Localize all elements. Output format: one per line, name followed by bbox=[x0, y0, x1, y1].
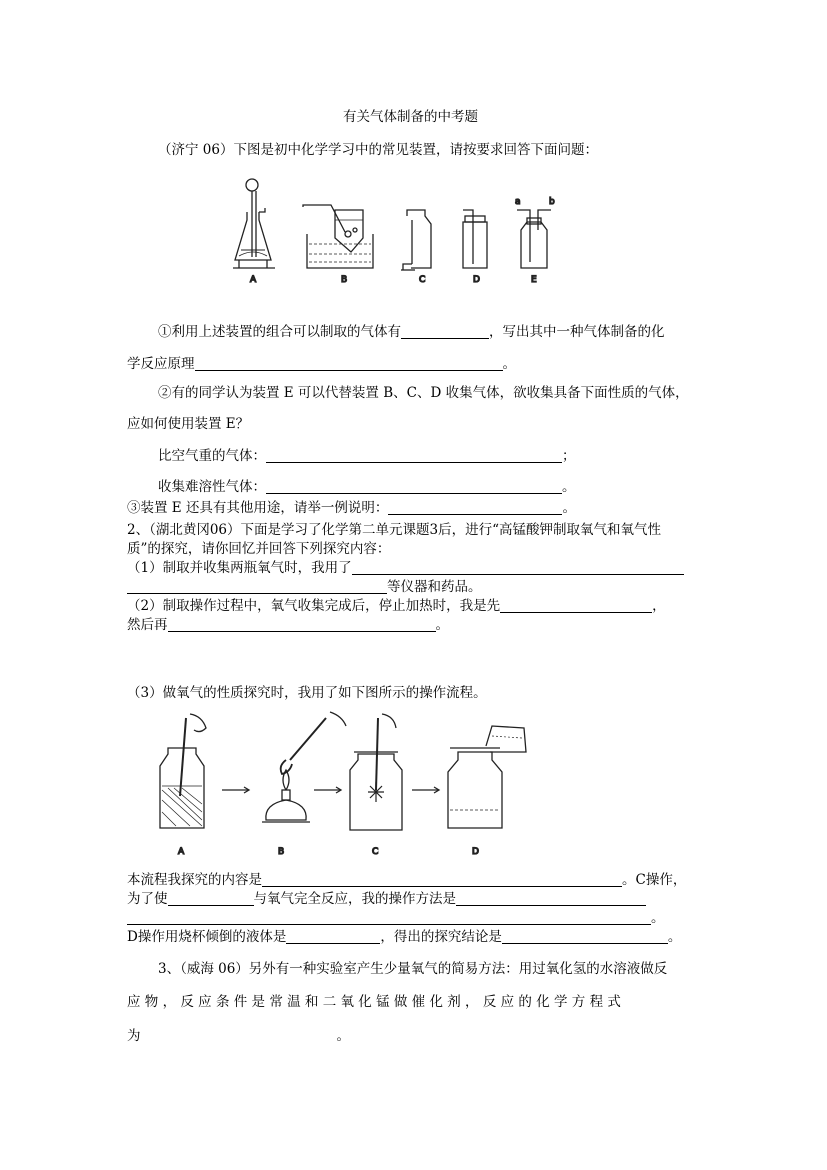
apparatus-c-bottle bbox=[401, 210, 431, 270]
answer-blank-instruments-2[interactable] bbox=[127, 579, 387, 594]
flow-arrow-2 bbox=[314, 787, 341, 793]
q1-part2-line2: 应如何使用装置 E？ bbox=[127, 416, 250, 432]
apparatus-label-a: A bbox=[250, 275, 257, 285]
answer-blank-insoluble[interactable] bbox=[266, 479, 562, 494]
apparatus-label-e: E bbox=[531, 275, 537, 285]
q2-intro-line1: 2、（湖北黄冈06）下面是学习了化学第二单元课题3后，进行“高锰酸钾制取氧气和氧气性 bbox=[127, 522, 662, 538]
q2-step2-line1: （2）制取操作过程中，氧气收集完成后，停止加热时，我是先 ， bbox=[127, 598, 666, 614]
flow-b-lamp bbox=[262, 712, 346, 822]
flow-arrow-3 bbox=[412, 787, 439, 793]
q2-step2-line2: 然后再 。 bbox=[127, 617, 449, 633]
q2-step1-line2: 等仪器和药品。 bbox=[127, 578, 482, 596]
flow-c-jar bbox=[350, 714, 402, 830]
answer-blank-instruments-1[interactable] bbox=[352, 560, 684, 575]
apparatus-e-bottle bbox=[517, 210, 551, 268]
apparatus-figure bbox=[225, 172, 565, 290]
answer-blank-principle[interactable] bbox=[195, 356, 503, 371]
flow-arrow-1 bbox=[222, 787, 249, 793]
apparatus-label-b: B bbox=[341, 275, 348, 285]
apparatus-label-d: D bbox=[473, 275, 480, 285]
q2-content-line3: 。 bbox=[127, 909, 665, 927]
q2-intro-line2: 质”的探究，请你回忆并回答下列探究内容： bbox=[127, 541, 391, 557]
q1-intro: （济宁 06）下图是初中化学学习中的常见装置，请按要求回答下面问题： bbox=[158, 142, 598, 158]
q1-part1-line2: 学反应原理 。 bbox=[127, 356, 516, 372]
q1-insoluble-gas: 收集难溶性气体： 。 bbox=[158, 479, 576, 495]
apparatus-label-c: C bbox=[419, 275, 426, 285]
apparatus-a-flask bbox=[233, 179, 275, 268]
q1-part2-line1: ②有的同学认为装置 E 可以代替装置 B、C、D 收集气体，欲收集具备下面性质的气体， bbox=[158, 385, 689, 401]
q1-part1-line1: ①利用上述装置的组合可以制取的气体有 ，写出其中一种气体制备的化 bbox=[158, 324, 665, 340]
answer-blank-conclusion[interactable] bbox=[502, 929, 668, 944]
q2-content-line1: 本流程我探究的内容是 。C操作， bbox=[127, 872, 687, 888]
answer-blank-other-use[interactable] bbox=[388, 500, 562, 515]
q2-content-line4: D操作用烧杯倾倒的液体是 ，得出的探究结论是 。 bbox=[127, 929, 682, 945]
page-title: 有关气体制备的中考题 bbox=[343, 109, 478, 125]
q1-part3: ③装置 E 还具有其他用途，请举一例说明： 。 bbox=[127, 500, 576, 516]
flow-label-a: A bbox=[178, 847, 185, 857]
q3-line3: 为 。 bbox=[127, 1028, 350, 1044]
answer-blank-heavier[interactable] bbox=[266, 448, 562, 463]
answer-blank-explored-content[interactable] bbox=[262, 872, 622, 887]
answer-blank-method-1[interactable] bbox=[456, 891, 646, 906]
flow-d-jar bbox=[448, 726, 526, 828]
q1-heavier-gas: 比空气重的气体： ； bbox=[158, 448, 576, 464]
q2-step1-line1: （1）制取并收集两瓶氧气时，我用了 bbox=[127, 559, 684, 577]
q3-line2: 应 物 ， 反 应 条 件 是 常 温 和 二 氧 化 锰 做 催 化 剂 ， 反 应 的 化 学 方 程 式 bbox=[127, 994, 621, 1010]
answer-blank-method-2[interactable] bbox=[127, 910, 651, 925]
apparatus-port-b: b bbox=[549, 197, 555, 207]
answer-blank-liquid[interactable] bbox=[286, 929, 380, 944]
apparatus-port-a: a bbox=[515, 197, 521, 207]
answer-blank-gases[interactable] bbox=[401, 324, 489, 339]
apparatus-d-jar bbox=[463, 210, 487, 268]
apparatus-b-trough bbox=[303, 205, 373, 268]
answer-blank-substance[interactable] bbox=[168, 891, 254, 906]
q2-step3: （3）做氧气的性质探究时，我用了如下图所示的操作流程。 bbox=[127, 685, 487, 701]
q3-line1: 3、（威海 06）另外有一种实验室产生少量氧气的简易方法：用过氧化氢的水溶液做反 bbox=[158, 961, 668, 977]
flow-label-d: D bbox=[472, 847, 479, 857]
flow-a-jar bbox=[160, 714, 206, 828]
flow-label-c: C bbox=[372, 847, 379, 857]
answer-blank-then-step[interactable] bbox=[168, 617, 436, 632]
answer-blank-first-step[interactable] bbox=[500, 598, 652, 613]
q2-content-line2: 为了使 与氧气完全反应，我的操作方法是 bbox=[127, 890, 646, 908]
flow-figure bbox=[150, 708, 540, 858]
flow-label-b: B bbox=[278, 847, 285, 857]
